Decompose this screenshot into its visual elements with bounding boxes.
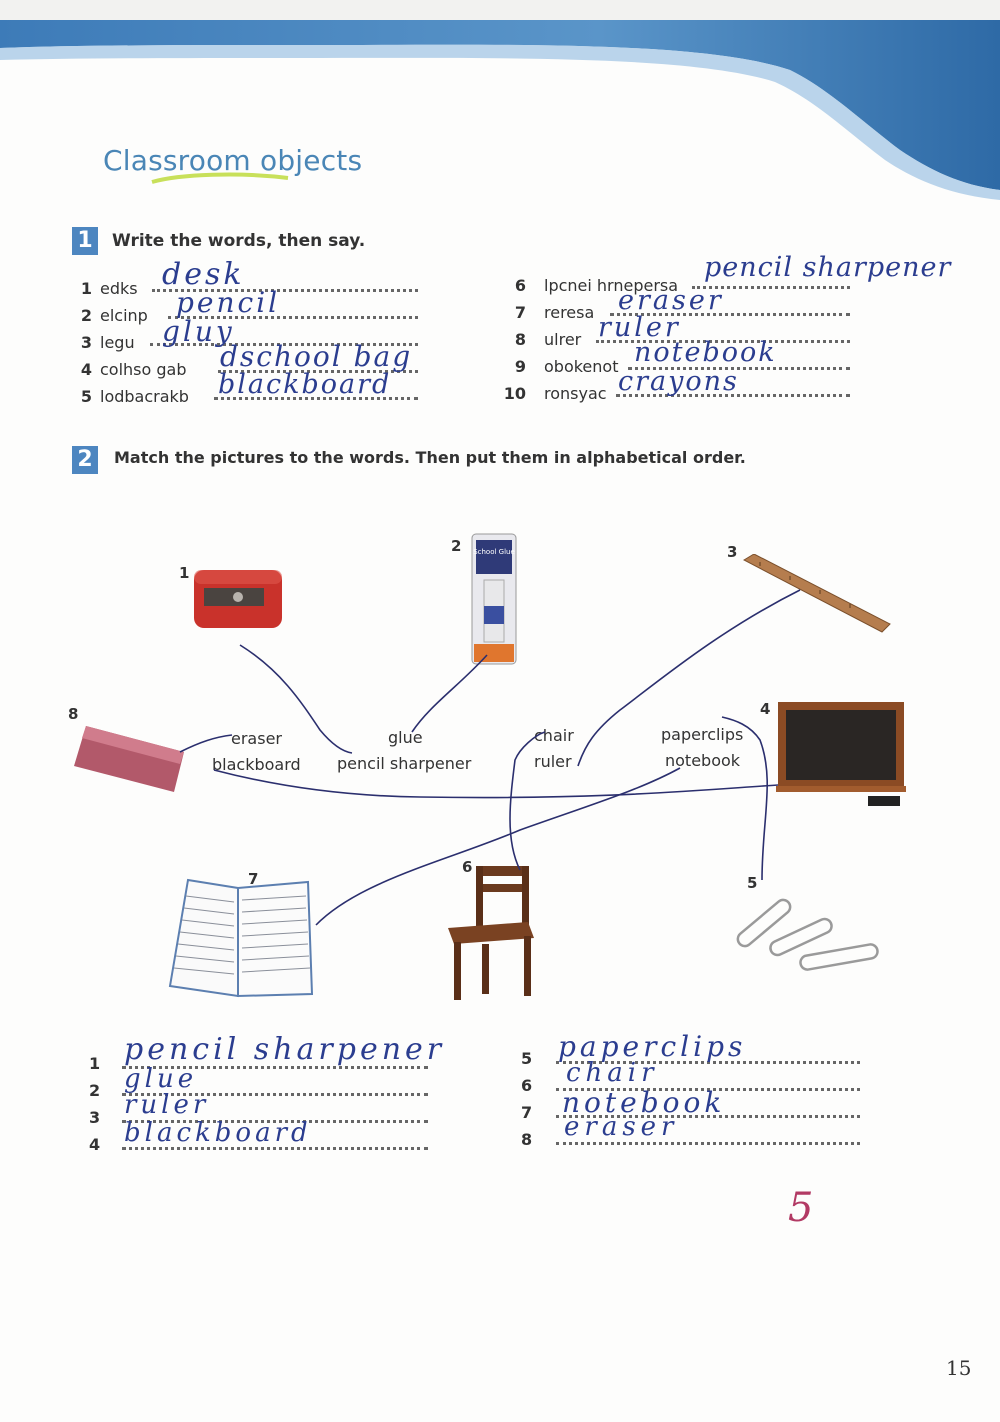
word-label-blackboard: blackboard [212,755,301,774]
match-line-chair [510,732,545,870]
answer-number: 7 [521,1103,533,1122]
handwritten-answer: desk [162,257,245,292]
item-number: 6 [514,276,526,295]
word-label-glue: glue [388,728,423,747]
item-number: 1 [80,279,92,298]
handwritten-answer: ruler [598,312,681,343]
picture-number: 2 [451,537,462,555]
scrambled-word: lodbacrakb [100,387,189,406]
handwritten-answer: ruler [124,1090,210,1120]
match-line-sharpener [240,645,352,753]
match-line-eraser [180,735,232,752]
scrambled-word: obokenot [544,357,619,376]
handwritten-answer: gluy [162,315,235,348]
answer-number: 5 [521,1049,533,1068]
handwritten-answer: eraser [564,1112,679,1142]
item-number: 4 [80,360,92,379]
page-number: 15 [946,1356,972,1380]
page-title: Classroom objects [103,144,363,177]
scrambled-word: ronsyac [544,384,607,403]
word-label-eraser: eraser [231,729,282,748]
picture-number: 7 [248,870,259,888]
glue-package-label: School Glue [473,548,515,556]
exercise-2-instruction: Match the pictures to the words. Then put them in alphabetical order. [114,448,746,467]
scrambled-word: edks [100,279,138,298]
match-line-paperclips [722,717,767,880]
scrambled-word: lpcnei hrnepersa [544,276,679,295]
item-number: 7 [514,303,526,322]
item-number: 8 [514,330,526,349]
handwritten-answer: pencil [176,286,281,319]
handwritten-answer: notebook [634,337,777,368]
answer-number: 1 [89,1054,101,1073]
item-number: 9 [514,357,526,376]
handwritten-answer: paperclips [558,1030,747,1063]
word-label-ruler: ruler [534,752,572,771]
answer-number: 3 [89,1108,101,1127]
match-line-ruler [578,590,800,766]
scrambled-word: colhso gab [100,360,187,379]
handwritten-answer: pencil sharpener [704,252,952,283]
answer-number: 6 [521,1076,533,1095]
handwritten-answer: eraser [618,285,724,316]
handwritten-answer: blackboard [124,1118,312,1148]
handwritten-answer: dschool bag [220,340,413,373]
picture-number: 5 [747,874,758,892]
match-line-blackboard [214,770,778,798]
answer-number: 2 [89,1081,101,1100]
answer-number: 8 [521,1130,533,1149]
item-number: 2 [80,306,92,325]
handwritten-answer: crayons [618,366,739,397]
word-label-notebook: notebook [665,751,741,770]
exercise-2-number: 2 [72,446,98,474]
picture-number: 8 [68,705,79,723]
handwritten-answer: notebook [562,1086,726,1119]
scrambled-word: legu [100,333,135,352]
word-label-paperclips: paperclips [661,725,744,744]
scrambled-word: elcinp [100,306,148,325]
item-number: 3 [80,333,92,352]
match-line-glue [412,655,487,732]
scrambled-word: ulrer [544,330,582,349]
exercise-1-number: 1 [72,227,98,255]
picture-number: 4 [760,700,771,718]
handwritten-answer: chair [566,1058,659,1088]
picture-number: 1 [179,564,190,582]
match-line-notebook [316,768,680,925]
scrambled-word: reresa [544,303,595,322]
handwritten-answer: blackboard [218,369,392,400]
picture-number: 3 [727,543,738,561]
word-label-pencil-sharpener: pencil sharpener [337,754,472,773]
picture-number: 6 [462,858,473,876]
word-label-chair: chair [534,726,574,745]
handwritten-answer: pencil sharpener [124,1032,446,1067]
handwritten-grade: 5 [788,1185,814,1231]
item-number: 10 [503,384,526,403]
item-number: 5 [80,387,92,406]
exercise-1-instruction: Write the words, then say. [112,231,366,251]
answer-line [556,1142,860,1145]
handwritten-answer: glue [124,1064,198,1094]
answer-number: 4 [89,1135,101,1154]
